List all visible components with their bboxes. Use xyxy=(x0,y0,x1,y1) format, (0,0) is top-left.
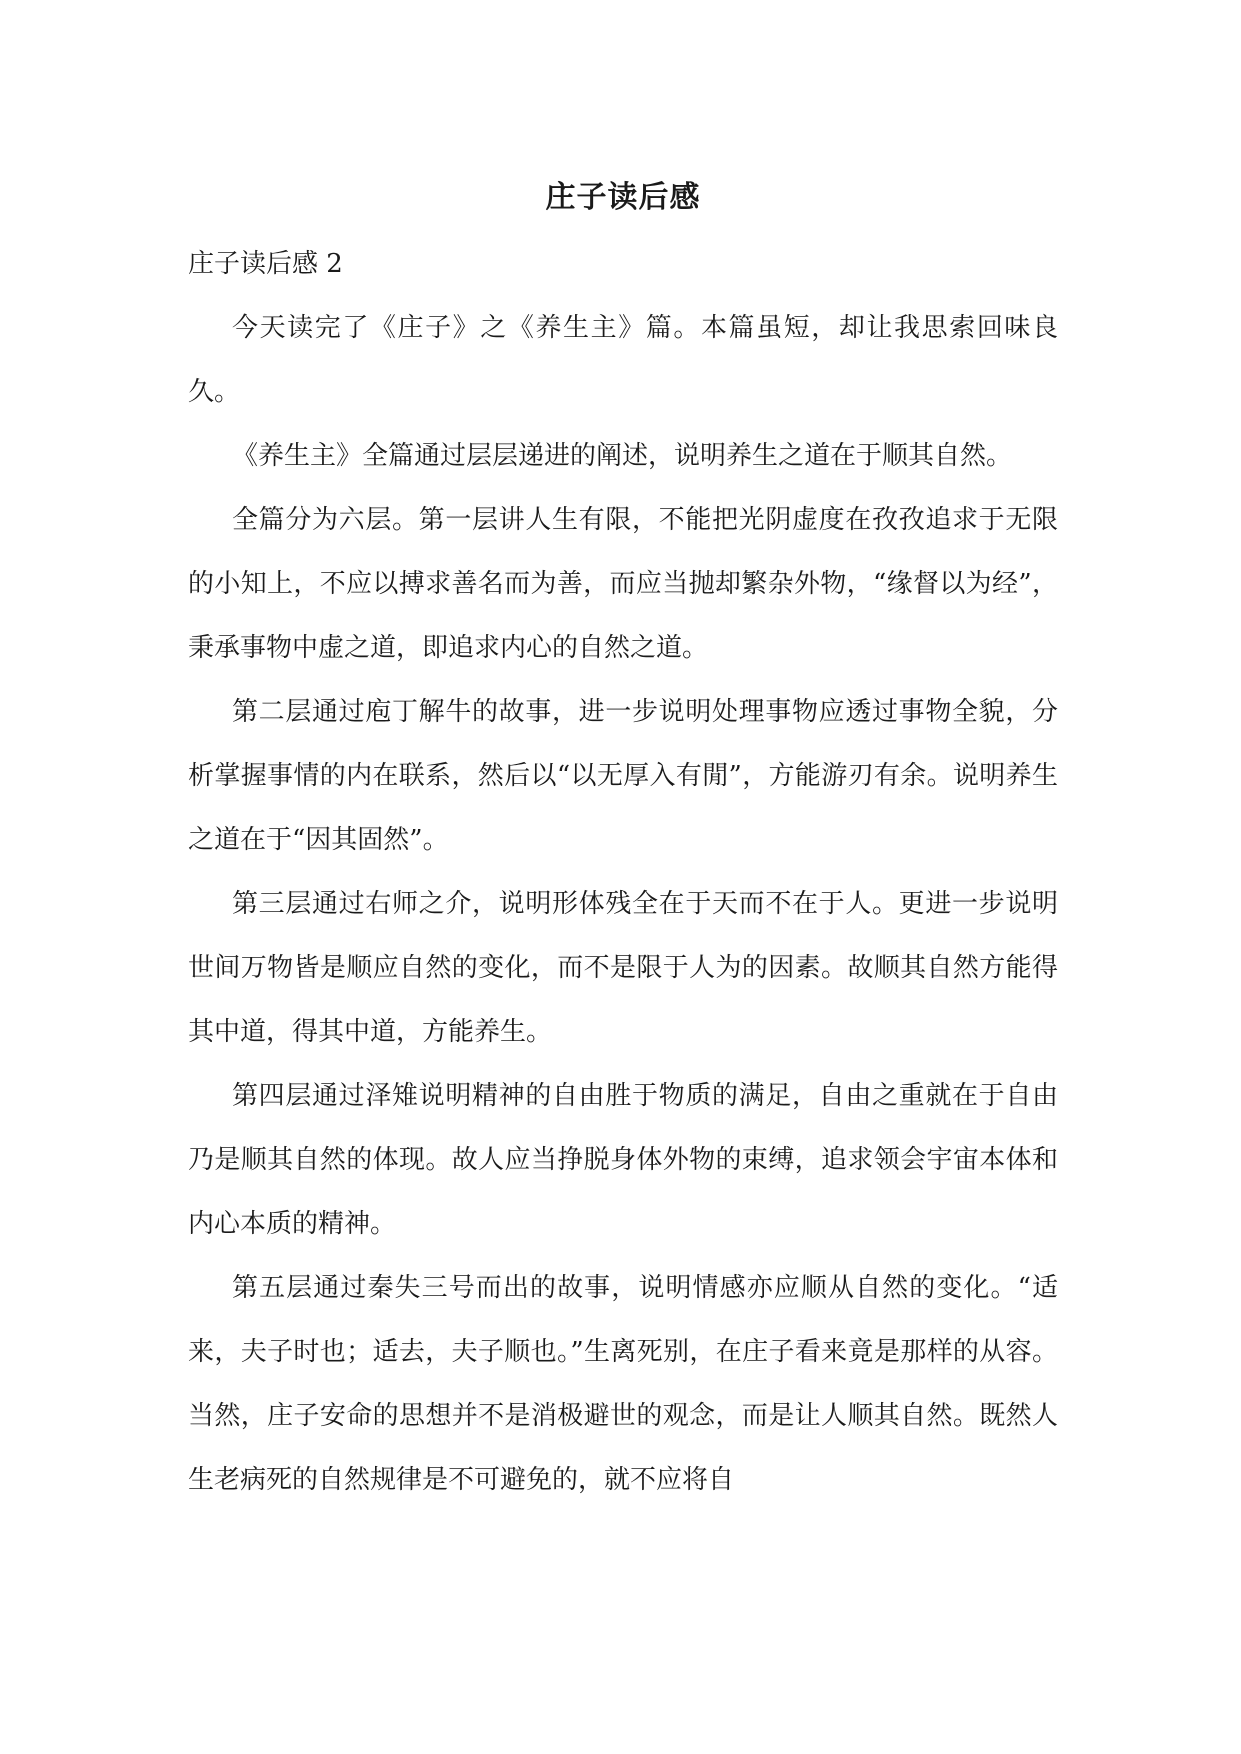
paragraph: 《养生主》全篇通过层层递进的阐述，说明养生之道在于顺其自然。 xyxy=(232,441,1013,471)
document-subtitle: 庄子读后感 2 xyxy=(188,249,343,279)
paragraph: 第二层通过庖丁解牛的故事，进一步说明处理事物应透过事物全貌，分析掌握事情的内在联系，然后以“以无厚入有閒”，方能游刃有余。说明养生之道在于“因其固然”。 xyxy=(188,697,1058,855)
paragraph: 今天读完了《庄子》之《养生主》篇。本篇虽短，却让我思索回味良久。 xyxy=(188,313,1058,407)
document-title: 庄子读后感 xyxy=(545,180,701,215)
paragraph: 第三层通过右师之介，说明形体残全在于天而不在于人。更进一步说明世间万物皆是顺应自然的变化，而不是限于人为的因素。故顺其自然方能得其中道，得其中道，方能养生。 xyxy=(188,889,1058,1047)
paragraph: 第五层通过秦失三号而出的故事，说明情感亦应顺从自然的变化。“适来，夫子时也；适去，夫子顺也。”生离死别，在庄子看来竟是那样的从容。当然，庄子安命的思想并不是消极避世的观念，而是让人顺其自然。既然人生老病死的自然规律是不可避免的，就不应将自 xyxy=(188,1273,1058,1495)
document-page xyxy=(188,150,1058,1512)
paragraph: 全篇分为六层。第一层讲人生有限，不能把光阴虚度在孜孜追求于无限的小知上，不应以搏求善名而为善，而应当抛却繁杂外物，“缘督以为经”，秉承事物中虚之道，即追求内心的自然之道。 xyxy=(188,505,1058,663)
paragraph: 第四层通过泽雉说明精神的自由胜于物质的满足，自由之重就在于自由乃是顺其自然的体现。故人应当挣脱身体外物的束缚，追求领会宇宙本体和内心本质的精神。 xyxy=(188,1081,1058,1239)
